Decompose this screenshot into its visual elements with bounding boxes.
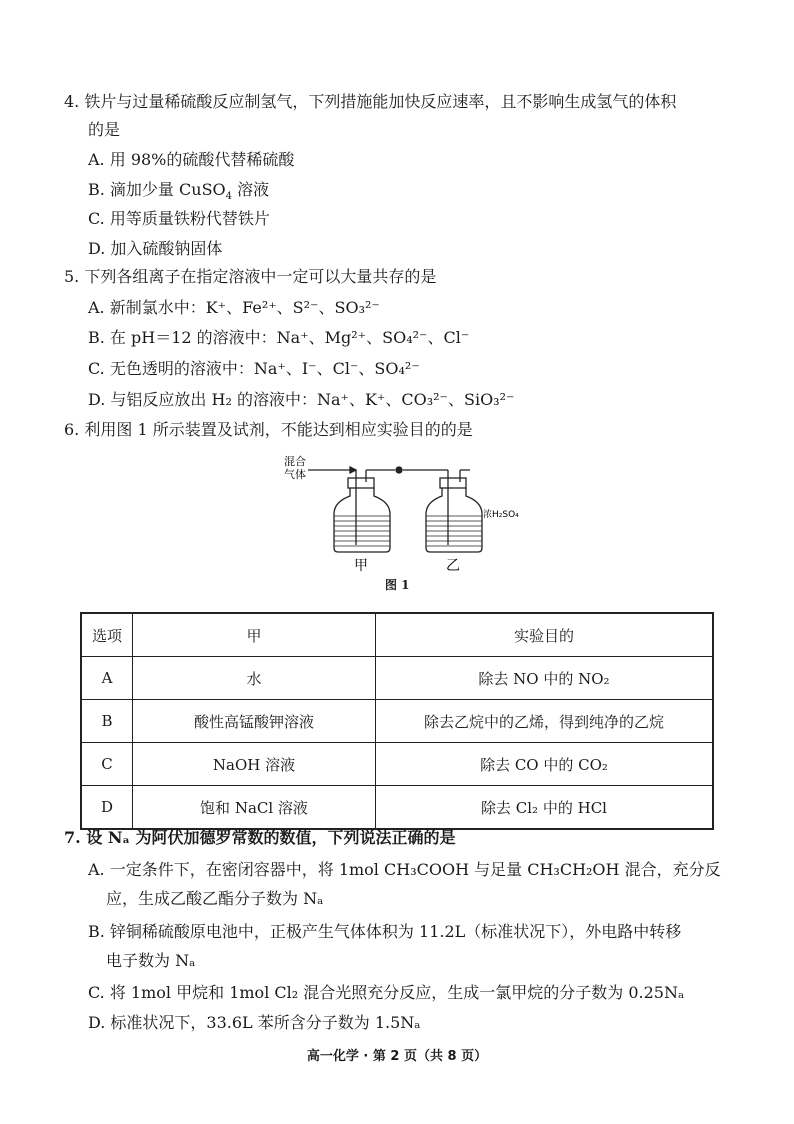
bottle-1-label: 甲 [354,558,368,574]
q7-option-a-line1: A. 一定条件下，在密闭容器中，将 1mol CH₃COOH 与足量 CH₃CH₂OH 混合，充分反 [88,860,721,879]
q4-option-b-tail: 溶液 [232,180,270,199]
table-cell: C [81,743,133,786]
apparatus-figure [270,450,530,575]
q6-stem: 6. 利用图 1 所示装置及试剂，不能达到相应实验目的的是 [64,420,473,439]
q4-option-c: C. 用等质量铁粉代替铁片 [88,209,270,228]
table-header-cell: 选项 [81,613,133,657]
bottle-2-label: 乙 [446,558,460,574]
q5-option-d: D. 与铝反应放出 H₂ 的溶液中：Na⁺、K⁺、CO₃²⁻、SiO₃²⁻ [88,390,515,409]
q4-option-a: A. 用 98%的硫酸代替稀硫酸 [88,150,295,169]
q5-option-c: C. 无色透明的溶液中：Na⁺、I⁻、Cl⁻、SO₄²⁻ [88,359,420,378]
q5-option-b: B. 在 pH＝12 的溶液中：Na⁺、Mg²⁺、SO₄²⁻、Cl⁻ [88,328,470,347]
q4-option-b-sub: 4 [225,191,233,203]
table-header-row [81,613,713,657]
table-cell: D [81,786,133,830]
table-row [81,743,713,786]
q4-option-d: D. 加入硫酸钠固体 [88,239,223,258]
gas-label-2: 气体 [284,468,306,481]
table-cell: 除去 CO 中的 CO₂ [376,743,714,786]
q4-stem-line1: 4. 铁片与过量稀硫酸反应制氢气，下列措施能加快反应速率，且不影响生成氢气的体积 [64,92,677,111]
figure-caption: 图 1 [385,578,410,592]
acid-label: 浓H₂SO₄ [483,510,519,520]
table-cell: 水 [133,657,376,700]
q4-stem-line2: 的是 [88,120,121,139]
q5-option-a: A. 新制氯水中：K⁺、Fe²⁺、S²⁻、SO₃²⁻ [88,298,380,317]
table-cell: 除去 Cl₂ 中的 HCl [376,786,714,830]
q5-stem: 5. 下列各组离子在指定溶液中一定可以大量共存的是 [64,267,437,286]
q7-stem: 7. 设 Nₐ 为阿伏加德罗常数的数值，下列说法正确的是 [64,828,456,847]
table-row [81,786,713,830]
options-table [80,612,714,830]
page-footer: 高一化学 · 第 2 页（共 8 页） [306,1049,488,1064]
table-row [81,657,713,700]
q7-option-c: C. 将 1mol 甲烷和 1mol Cl₂ 混合光照充分反应，生成一氯甲烷的分子数为 0.25Nₐ [88,983,685,1002]
table-cell: 饱和 NaCl 溶液 [133,786,376,830]
q4-option-b-text: B. 滴加少量 CuSO [88,180,226,199]
q7-option-b-line2: 电子数为 Nₐ [106,951,196,970]
gas-label-1: 混合 [284,455,306,468]
table-cell: NaOH 溶液 [133,743,376,786]
table-row [81,700,713,743]
q7-option-d: D. 标准状况下，33.6L 苯所含分子数为 1.5Nₐ [88,1013,421,1032]
table-cell: 酸性高锰酸钾溶液 [133,700,376,743]
q4-option-b [88,180,269,207]
table-header-cell: 实验目的 [376,613,714,657]
table-cell: 除去乙烷中的乙烯，得到纯净的乙烷 [376,700,714,743]
table-cell: 除去 NO 中的 NO₂ [376,657,714,700]
table-header-cell: 甲 [133,613,376,657]
table-cell: B [81,700,133,743]
q7-option-a-line2: 应，生成乙酸乙酯分子数为 Nₐ [106,889,324,908]
table-cell: A [81,657,133,700]
q7-option-b-line1: B. 锌铜稀硫酸原电池中，正极产生气体体积为 11.2L（标准状况下），外电路中转移 [88,922,682,941]
